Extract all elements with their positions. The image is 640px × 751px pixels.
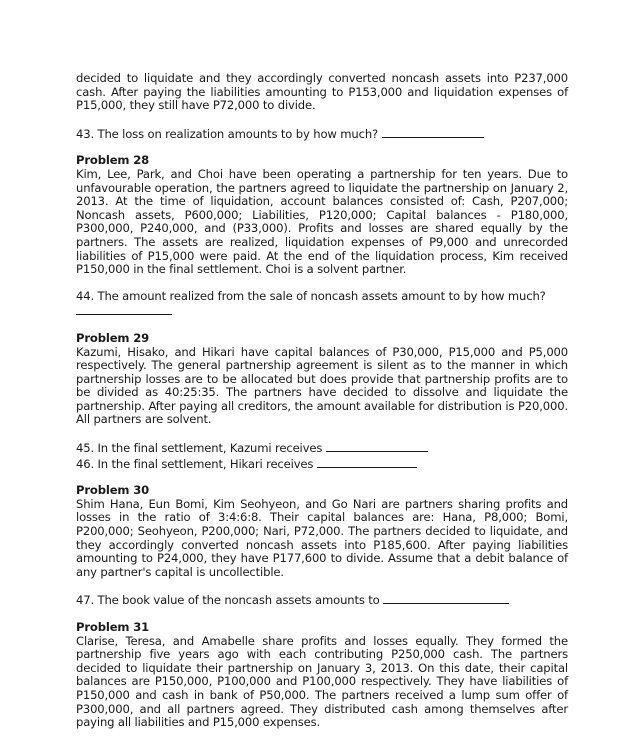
problem-29-body: Kazumi, Hisako, and Hikari have capital balances of P30,000, P15,000 and P5,000 respectively. The general partnership agreement is silent as to the manner in which partnership losses are to be allocated but does provide that partnership profits are to be divided as 40:25:35. The partners have decided to dissolve and liquidate the partnership. After paying all creditors, the amount available for distribution is P20,000. All partners are solvent. <box>76 344 568 427</box>
problem-30-title: Problem 30 <box>76 483 150 498</box>
problem-29-title: Problem 29 <box>76 330 150 345</box>
problem-30-body: Shim Hana, Eun Bomi, Kim Seohyeon, and Go Nari are partners sharing profits and losses in the ratio of 3:4:6:8. Their capital balances are: Hana, P8,000; Bomi, P200,000; Seohyeon, P200,000; Nari, P72,000. The partners decided to liquidate, and they accordingly converted noncash assets into P185,600. After paying liabilities amounting to P24,000, they have P177,600 to divide. Assume that a debit balance of any partner's capital is uncollectible. <box>76 496 568 579</box>
problem-28-title: Problem 28 <box>76 153 150 168</box>
problem-31-title: Problem 31 <box>76 620 150 634</box>
question-44-text: 44. The amount realized from the sale of noncash assets amount to by how much? <box>76 288 546 303</box>
question-43-text: 43. The loss on realization amounts to by how much? <box>76 126 379 141</box>
question-43 <box>76 126 568 142</box>
question-46 <box>76 456 568 472</box>
answer-blank-43 <box>382 126 484 138</box>
answer-blank-45 <box>326 440 428 452</box>
question-44 <box>76 290 568 304</box>
answer-blank-44 <box>76 303 172 315</box>
document-page <box>76 72 568 730</box>
problem-31-body: Clarise, Teresa, and Amabelle share profits and losses equally. They formed the partnership five years ago with each contributing P250,000 cash. The partners decided to liquidate their partnership on January 3, 2013. On this date, their capital balances are P150,000, P100,000 and P100,000 respectively. They have liabilities of P150,000 and cash in bank of P50,000. The partners received a lump sum offer of P300,000, and all partners agreed. They distributed cash among themselves after paying all liabilities and P15,000 expenses. <box>76 633 568 730</box>
question-46-text: 46. In the final settlement, Hikari receives <box>76 456 314 471</box>
question-45 <box>76 440 568 456</box>
question-47-text: 47. The book value of the noncash assets amounts to <box>76 593 380 608</box>
question-45-text: 45. In the final settlement, Kazumi receives <box>76 441 323 456</box>
intro-paragraph: decided to liquidate and they accordingly converted noncash assets into P237,000 cash. After paying the liabilities amounting to P153,000 and liquidation expenses of P15,000, they still have P72,000 to divide. <box>76 71 568 113</box>
answer-blank-47 <box>383 592 509 604</box>
question-47 <box>76 592 568 608</box>
question-44-answer-line <box>76 303 568 319</box>
problem-28-body: Kim, Lee, Park, and Choi have been operating a partnership for ten years. Due to unfavourable operation, the partners agreed to liquidate the partnership on January 2, 2013. At the time of liquidation, account balances consisted of: Cash, P207,000; Noncash assets, P600,000; Liabilities, P120,000; Capital balances - P180,000, P300,000, P240,000, and (P33,000). Profits and losses are shared equally by the partners. The assets are realized, liquidation expenses of P9,000 and unrecorded liabilities of P15,000 were paid. At the end of the liquidation process, Kim received P150,000 in the final settlement. Choi is a solvent partner. <box>76 166 568 277</box>
answer-blank-46 <box>317 456 417 468</box>
